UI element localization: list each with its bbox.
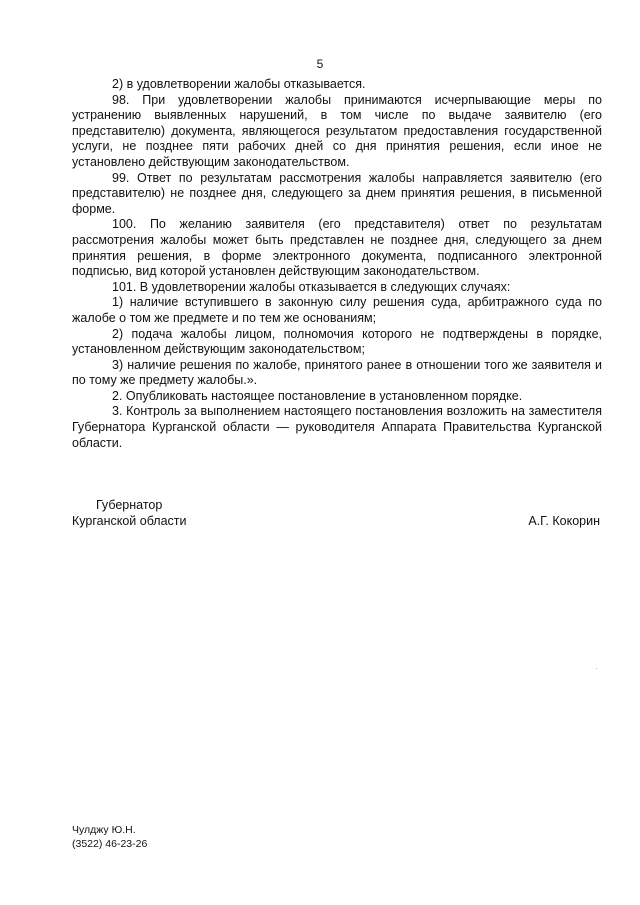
signatory-title-line2: Курганской области: [72, 514, 187, 528]
scan-speck: [596, 668, 597, 669]
clause-3-control: 3. Контроль за выполнением настоящего постановления возложить на заместителя Губернатора Курганской области — руководителя Аппарата Правительства Курганской области.: [72, 404, 602, 450]
paragraph-98: 98. При удовлетворении жалобы принимаются исчерпывающие меры по устранению выявленных нарушений, в том числе по выдаче заявителю (его представителю) документа, являющегося результатом предоставления государственной услуги, не позднее пяти рабочих дней со дня принятия решения, если иное не установлено действующим законодательством.: [72, 92, 602, 169]
paragraph-101-item-1: 1) наличие вступившего в законную силу решения суда, арбитражного суда по жалобе о том же предмете и по тем же основаниям;: [72, 295, 602, 325]
signatory-title: [72, 497, 187, 529]
paragraph-99: 99. Ответ по результатам рассмотрения жалобы направляется заявителю (его представителю) не позднее дня, следующего за днем принятия решения, в письменной форме.: [72, 170, 602, 216]
document-body: [72, 77, 602, 451]
paragraph-101-item-3: 3) наличие решения по жалобе, принятого ранее в отношении того же заявителя и по тому же предмету жалобы.».: [72, 357, 602, 388]
executor-name: Чулджу Ю.Н.: [72, 824, 136, 836]
paragraph-100: 100. По желанию заявителя (его представителя) ответ по результатам рассмотрения жалобы может быть представлен не позднее дня, следующего за днем принятия решения, в форме электронного документа, подписанного электронной подписью, вид которой установлен действующим законодательством.: [72, 217, 602, 279]
clause-2-publish: 2. Опубликовать настоящее постановление в установленном порядке.: [112, 388, 523, 403]
signatory-name: А.Г. Кокорин: [528, 514, 600, 528]
signatory-title-line1: Губернатор: [96, 498, 163, 512]
page-number: 5: [316, 57, 324, 71]
paragraph-101: 101. В удовлетворении жалобы отказывается в следующих случаях:: [112, 279, 511, 294]
executor-phone: (3522) 46-23-26: [72, 838, 148, 850]
paragraph-2-refusal: 2) в удовлетворении жалобы отказывается.: [112, 77, 366, 91]
executor-block: [72, 823, 147, 851]
paragraph-101-item-2: 2) подача жалобы лицом, полномочия которого не подтверждены в порядке, установленном действующим законодательством;: [72, 326, 602, 357]
